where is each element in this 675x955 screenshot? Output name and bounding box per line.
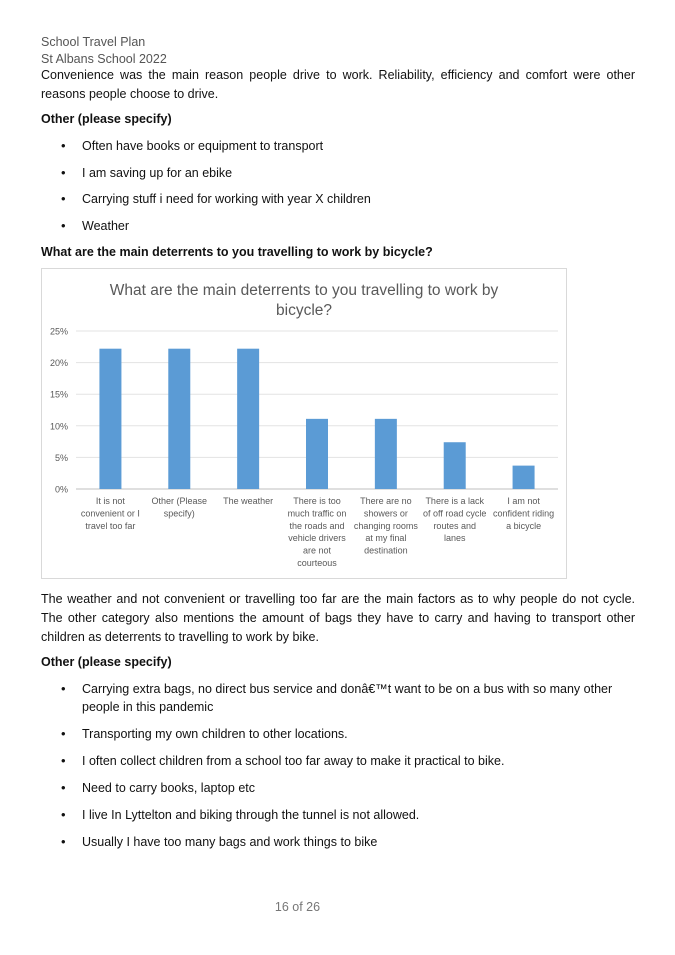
x-tick-label: There is a lack of off road cycle routes and lanes [423, 496, 487, 544]
deterrents-chart [41, 268, 567, 579]
list-item: • Weather [41, 218, 621, 245]
list-item: • I live In Lyttelton and biking through the tunnel is not allowed. [41, 806, 621, 824]
x-tick-label: It is not convenient or I travel too far [80, 496, 140, 531]
y-tick-label: 25% [49, 326, 68, 337]
page-number: 16 of 26 [274, 900, 321, 914]
list-item: • Need to carry books, laptop etc [41, 779, 621, 797]
x-tick-label: Other (Please specify) [151, 496, 208, 519]
list-item: • Usually I have too many bags and work things to bike [41, 833, 621, 851]
bar [513, 466, 535, 489]
summary-paragraph: The weather and not convenient or travelling too far are the main factors as to why people do not cycle. The other category also mentions the amount of bags they have to carry and having to transport other children as deterrents to travelling to work by bike. [41, 592, 635, 644]
y-tick-label: 10% [49, 421, 68, 432]
y-tick-label: 15% [49, 389, 68, 400]
list-item: • Carrying extra bags, no direct bus service and donâ€™t want to be on a bus with so many other people in this pandemic [41, 680, 621, 716]
bar [306, 419, 328, 489]
list-item: • I often collect children from a school too far away to make it practical to bike. [41, 752, 621, 770]
bar [99, 349, 121, 489]
bar [375, 419, 397, 489]
y-tick-label: 20% [49, 358, 68, 369]
x-tick-label: I am not confident riding a bicycle [493, 496, 555, 531]
list-item: • Transporting my own children to other locations. [41, 725, 621, 743]
bar [168, 349, 190, 489]
bar [237, 349, 259, 489]
chart-title: What are the main deterrents to you travelling to work by bicycle? [109, 282, 499, 319]
list-item: • Often have books or equipment to transport [41, 138, 621, 165]
header-title: School Travel Plan [41, 35, 146, 49]
question-heading: What are the main deterrents to you travelling to work by bicycle? [41, 245, 433, 259]
document-header [41, 34, 167, 68]
list-item: • I am saving up for an ebike [41, 165, 621, 192]
bar [444, 442, 466, 489]
other-list-2 [41, 680, 621, 860]
other-heading-1: Other (please specify) [41, 112, 172, 126]
y-tick-label: 5% [54, 452, 68, 463]
x-tick-label: The weather [223, 496, 274, 506]
other-heading-2: Other (please specify) [41, 655, 172, 669]
other-list-1 [41, 138, 621, 244]
x-tick-label: There are no showers or changing rooms at my final destination [353, 496, 418, 556]
header-school: St Albans School 2022 [41, 52, 167, 66]
chart-svg [42, 269, 566, 578]
intro-paragraph: Convenience was the main reason people drive to work. Reliability, efficiency and comfort were other reasons people choose to drive. [41, 68, 635, 101]
list-item: • Carrying stuff i need for working with year X children [41, 191, 621, 218]
x-tick-label: There is too much traffic on the roads and vehicle drivers are not courteous [287, 496, 347, 568]
y-tick-label: 0% [54, 484, 68, 495]
